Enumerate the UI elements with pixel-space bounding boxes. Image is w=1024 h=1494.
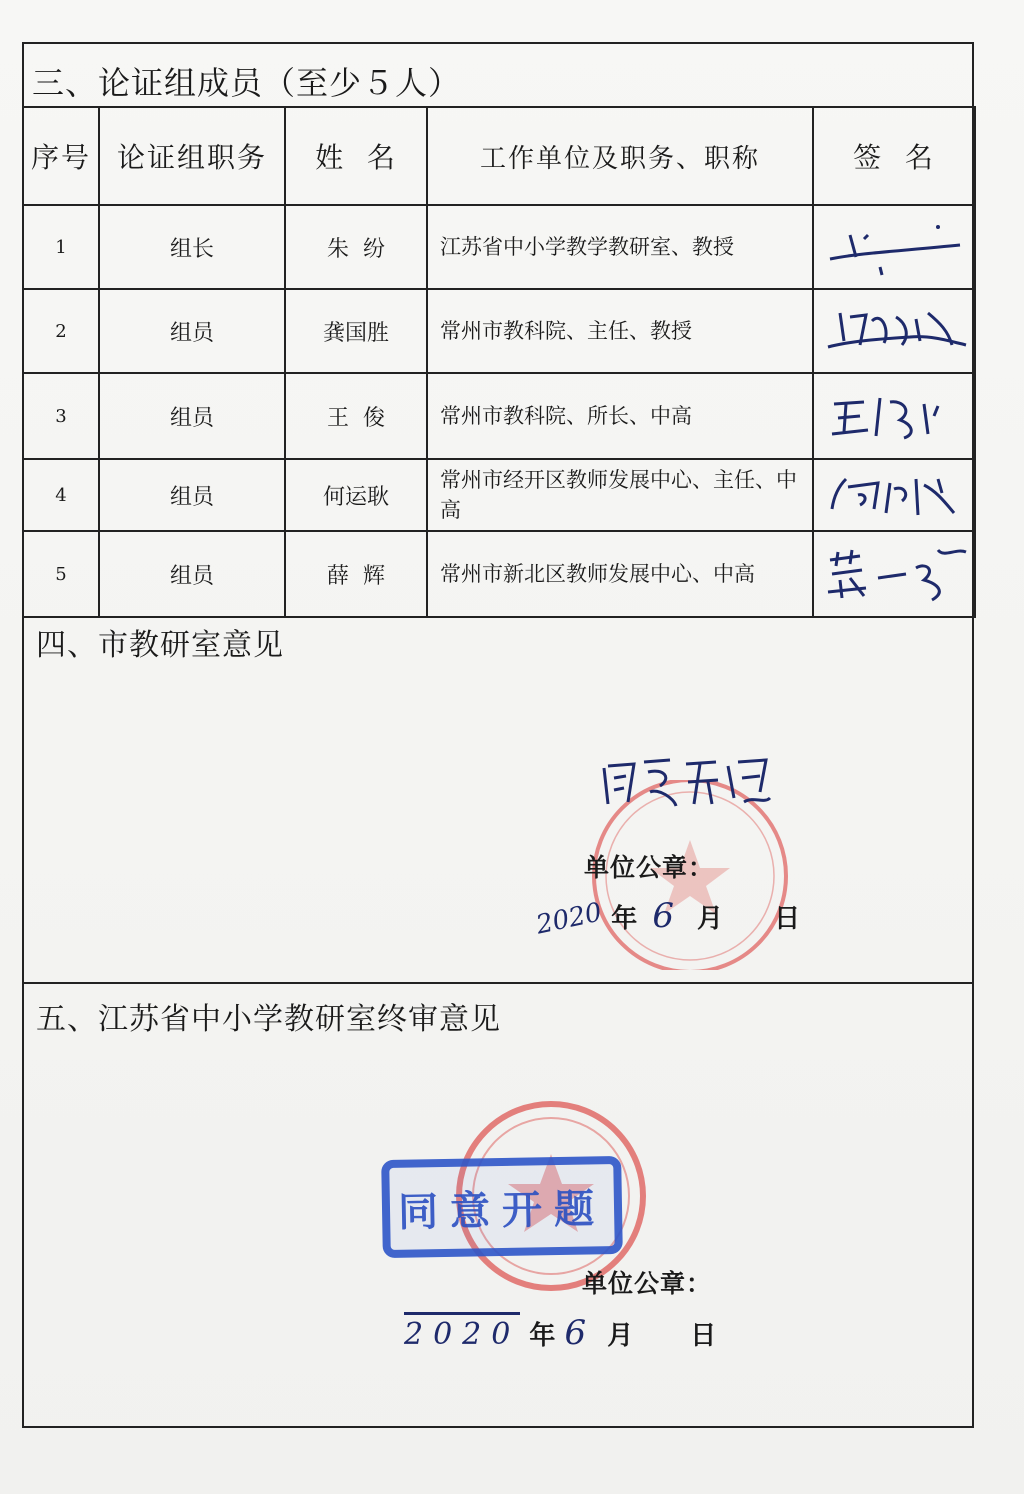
row-unit: 常州市新北区教师发展中心、中高 <box>427 531 813 617</box>
row-signature <box>813 205 975 289</box>
row-signature <box>813 531 975 617</box>
section4-date <box>533 896 801 941</box>
row-unit: 常州市教科院、所长、中高 <box>427 373 813 459</box>
section4-date-year-suffix: 年 <box>611 904 638 934</box>
section5-date-year: 2020 <box>404 1312 520 1352</box>
handwritten-signature-he <box>820 465 970 525</box>
members-table <box>22 106 976 618</box>
row-signature <box>813 373 975 459</box>
handwritten-signature-xue <box>820 544 970 604</box>
row-unit: 常州市教科院、主任、教授 <box>427 289 813 373</box>
section3-title: 三、论证组成员（至少５人） <box>32 64 462 102</box>
section5-seal-label: 单位公章： <box>582 1269 713 1298</box>
section4-title: 四、市教研室意见 <box>36 628 284 663</box>
row-signature <box>813 459 975 531</box>
section5-date <box>404 1312 716 1353</box>
row-unit: 常州市经开区教师发展中心、主任、中高 <box>427 459 813 531</box>
row-role: 组长 <box>99 205 285 289</box>
section5-date-month: 6 <box>564 1313 587 1353</box>
row-role: 组员 <box>99 289 285 373</box>
table-row <box>23 205 975 289</box>
table-row <box>23 531 975 617</box>
row-name: 王 俊 <box>285 373 427 459</box>
section-divider <box>22 982 974 984</box>
header-name: 姓 名 <box>285 107 427 205</box>
section5-date-year-suffix: 年 <box>529 1321 556 1351</box>
section4-date-day-suffix: 日 <box>774 904 801 934</box>
section5-date-day-suffix: 日 <box>690 1321 717 1351</box>
approval-stamp: 同意开题 <box>381 1156 623 1258</box>
header-role: 论证组职务 <box>99 107 285 205</box>
handwritten-signature-zhu <box>820 217 970 277</box>
row-role: 组员 <box>99 373 285 459</box>
header-unit: 工作单位及职务、职称 <box>427 107 813 205</box>
section5-title: 五、江苏省中小学教研室终审意见 <box>36 1002 501 1037</box>
handwritten-signature-wang <box>820 386 970 446</box>
section4-date-month-suffix: 月 <box>697 904 724 934</box>
row-index: 5 <box>23 531 99 617</box>
row-name: 何运耿 <box>285 459 427 531</box>
header-signature: 签 名 <box>813 107 975 205</box>
section4-date-year: 2020 <box>533 897 605 941</box>
row-name: 龚国胜 <box>285 289 427 373</box>
row-role: 组员 <box>99 459 285 531</box>
table-header-row <box>23 107 975 205</box>
section4-seal-label: 单位公章： <box>584 853 715 882</box>
section4-date-month: 6 <box>652 896 674 936</box>
table-row <box>23 373 975 459</box>
row-signature <box>813 289 975 373</box>
row-role: 组员 <box>99 531 285 617</box>
row-name: 朱 纷 <box>285 205 427 289</box>
row-index: 1 <box>23 205 99 289</box>
section5-date-month-suffix: 月 <box>607 1321 634 1351</box>
handwritten-opinion <box>594 748 774 818</box>
row-index: 4 <box>23 459 99 531</box>
table-row <box>23 289 975 373</box>
table-row <box>23 459 975 531</box>
header-index: 序号 <box>23 107 99 205</box>
handwritten-signature-gong <box>820 301 970 361</box>
row-index: 3 <box>23 373 99 459</box>
row-name: 薛 辉 <box>285 531 427 617</box>
row-unit: 江苏省中小学教学教研室、教授 <box>427 205 813 289</box>
row-index: 2 <box>23 289 99 373</box>
